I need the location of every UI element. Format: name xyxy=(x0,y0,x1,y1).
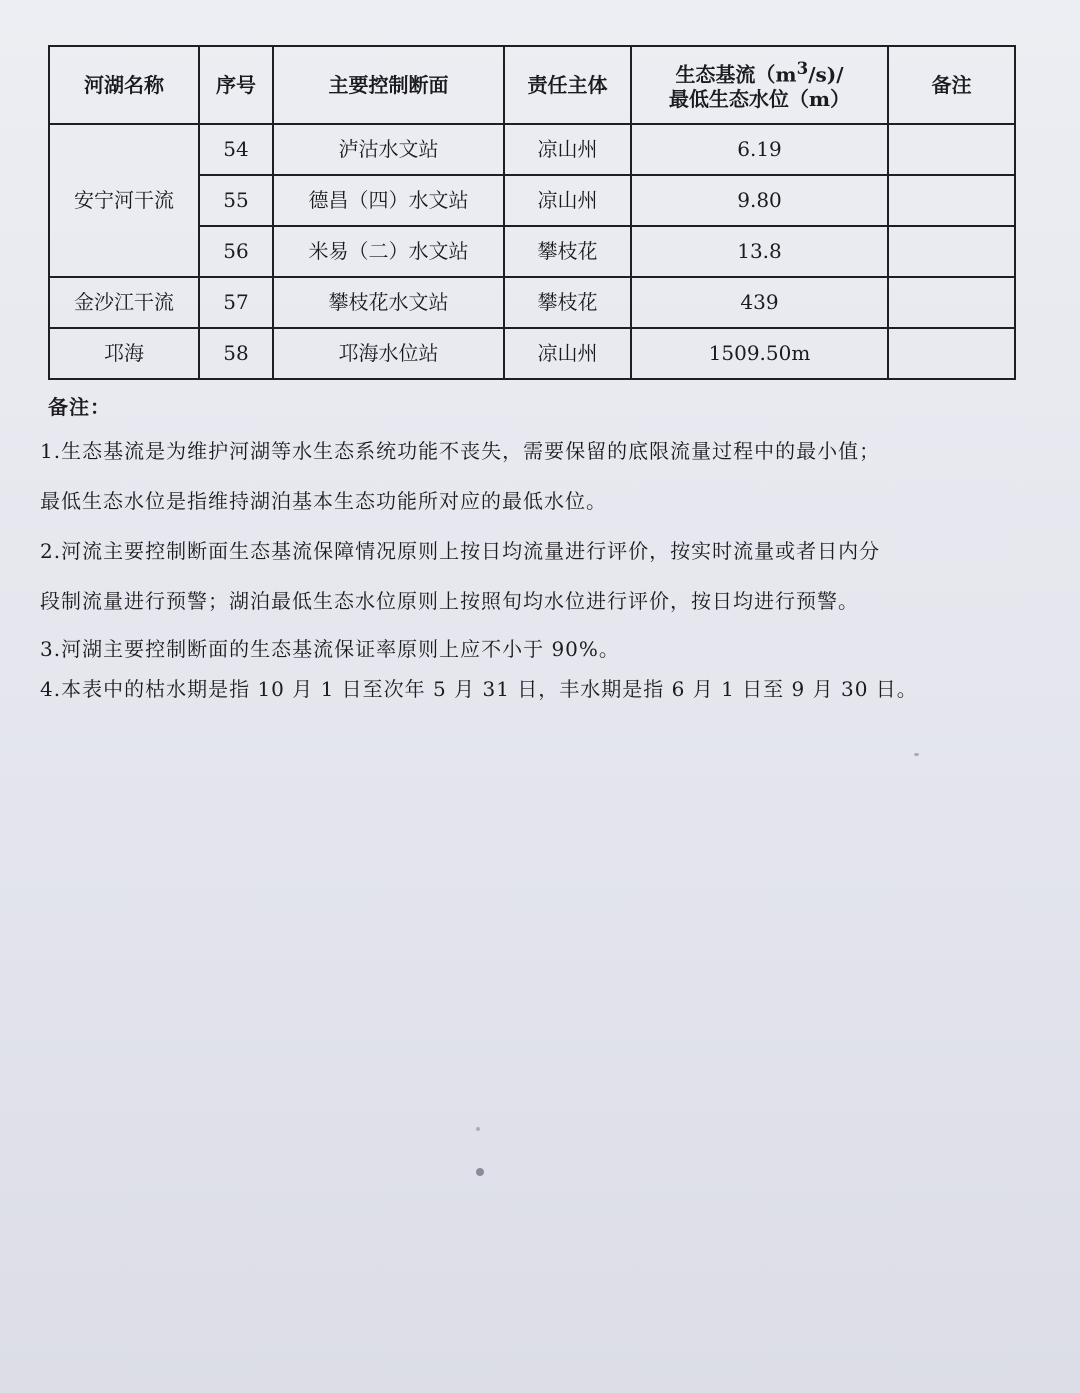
river-name-cell: 安宁河干流 xyxy=(49,124,199,277)
table-row xyxy=(49,124,1015,175)
note-cell xyxy=(888,328,1015,379)
owner-cell: 凉山州 xyxy=(504,124,631,175)
seq-cell: 56 xyxy=(199,226,273,277)
header-control-section: 主要控制断面 xyxy=(273,46,504,124)
header-responsible-party: 责任主体 xyxy=(504,46,631,124)
river-name-cell: 金沙江干流 xyxy=(49,277,199,328)
ecological-flow-table-container xyxy=(48,45,1014,380)
owner-cell: 凉山州 xyxy=(504,175,631,226)
note-line-3: 3.河湖主要控制断面的生态基流保证率原则上应不小于 90%。 xyxy=(40,637,620,661)
table-row xyxy=(49,277,1015,328)
ecological-flow-table xyxy=(48,45,1016,380)
section-cell: 攀枝花水文站 xyxy=(273,277,504,328)
seq-cell: 57 xyxy=(199,277,273,328)
section-cell: 邛海水位站 xyxy=(273,328,504,379)
note-cell xyxy=(888,226,1015,277)
header-eco-flow-line1a: 生态基流（m xyxy=(675,62,797,87)
note-line-2-continued: 段制流量进行预警；湖泊最低生态水位原则上按照旬均水位进行评价，按日均进行预警。 xyxy=(40,589,859,613)
note-line-1-continued: 最低生态水位是指维持湖泊基本生态功能所对应的最低水位。 xyxy=(40,489,607,513)
table-row xyxy=(49,328,1015,379)
section-cell: 德昌（四）水文站 xyxy=(273,175,504,226)
owner-cell: 凉山州 xyxy=(504,328,631,379)
header-eco-flow xyxy=(631,46,888,124)
header-seq: 序号 xyxy=(199,46,273,124)
notes-section xyxy=(40,393,1010,703)
flow-cell: 13.8 xyxy=(631,226,888,277)
flow-cell: 9.80 xyxy=(631,175,888,226)
owner-cell: 攀枝花 xyxy=(504,277,631,328)
paper-speck xyxy=(476,1168,484,1176)
header-note: 备注 xyxy=(888,46,1015,124)
header-eco-flow-line2: 最低生态水位（m） xyxy=(668,87,851,112)
flow-cell: 6.19 xyxy=(631,124,888,175)
seq-cell: 58 xyxy=(199,328,273,379)
flow-cell: 1509.50m xyxy=(631,328,888,379)
section-cell: 米易（二）水文站 xyxy=(273,226,504,277)
river-name-cell: 邛海 xyxy=(49,328,199,379)
seq-cell: 55 xyxy=(199,175,273,226)
table-header-row xyxy=(49,46,1015,124)
note-line-1: 1.生态基流是为维护河湖等水生态系统功能不丧失，需要保留的底限流量过程中的最小值； xyxy=(40,439,881,463)
header-eco-flow-line1b: /s)/ xyxy=(808,62,844,87)
note-line-2: 2.河流主要控制断面生态基流保障情况原则上按日均流量进行评价，按实时流量或者日内分 xyxy=(40,539,881,563)
header-river-name: 河湖名称 xyxy=(49,46,199,124)
section-cell: 泸沽水文站 xyxy=(273,124,504,175)
note-cell xyxy=(888,175,1015,226)
note-cell xyxy=(888,277,1015,328)
seq-cell: 54 xyxy=(199,124,273,175)
paper-speck xyxy=(914,753,919,756)
paper-speck xyxy=(476,1127,480,1131)
notes-title: 备注： xyxy=(48,395,111,419)
owner-cell: 攀枝花 xyxy=(504,226,631,277)
note-cell xyxy=(888,124,1015,175)
header-eco-flow-sup: 3 xyxy=(796,57,809,78)
note-line-4: 4.本表中的枯水期是指 10 月 1 日至次年 5 月 31 日，丰水期是指 6 月 1 日至 9 月 30 日。 xyxy=(40,677,918,701)
flow-cell: 439 xyxy=(631,277,888,328)
